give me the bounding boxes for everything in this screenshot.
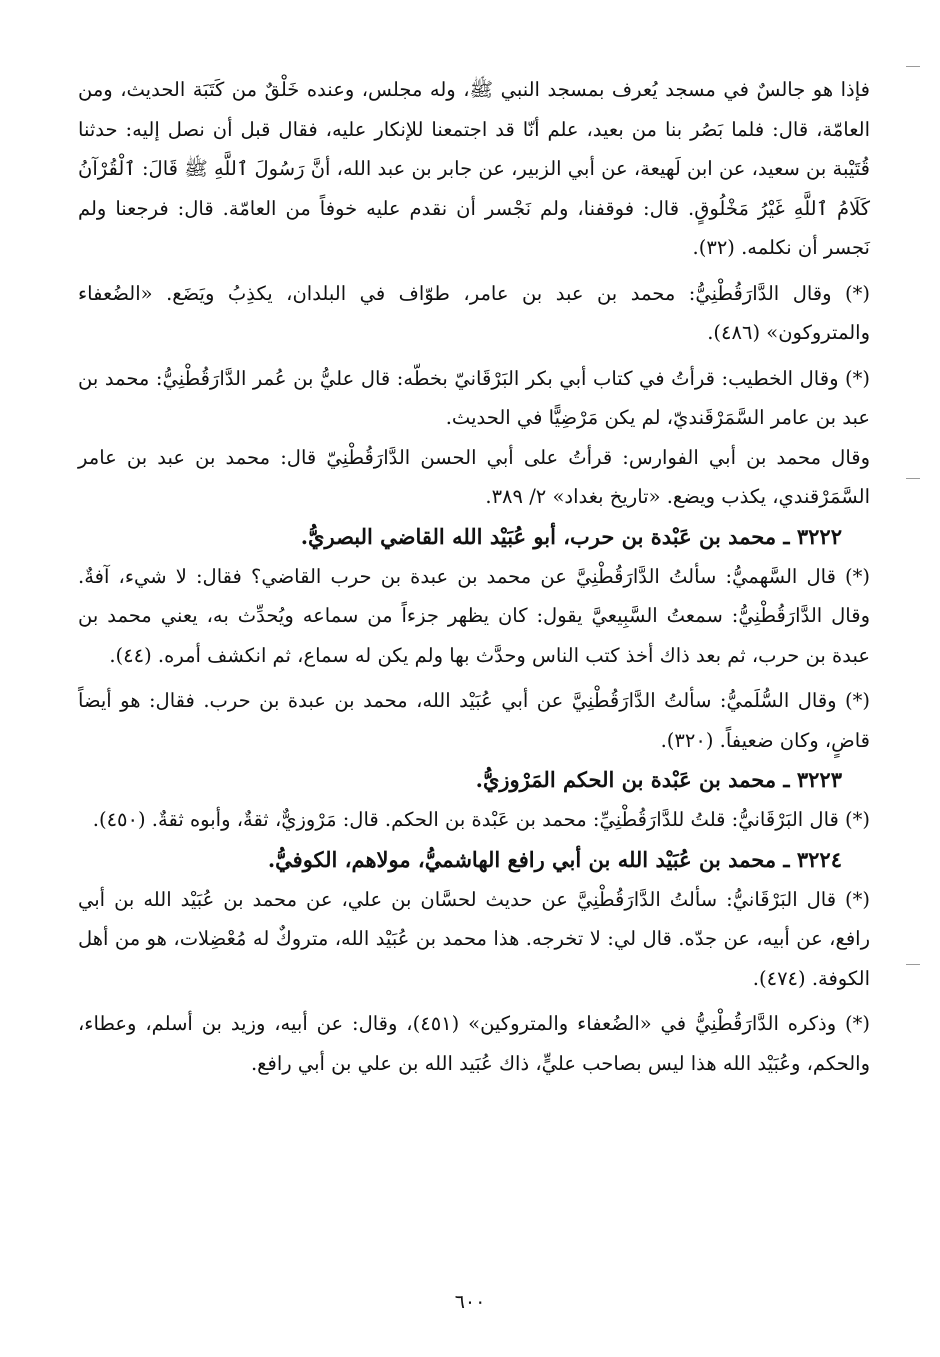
margin-tick-mark bbox=[906, 66, 920, 67]
margin-tick-mark bbox=[906, 478, 920, 479]
paragraph-barqani-note-1: (*) قال البَرْقَانيُّ: قلتُ للدَّارَقُطْنِيِّ: محمد بن عَبْدة بن الحكم. قال: مَرْوزيٌّ، ثقةٌ، وأبوه ثقةٌ. (٤٥٠). bbox=[92, 808, 870, 831]
paragraph-daraqutni-note: (*) وقال الدَّارَقُطْنِيُّ: محمد بن عبد بن عامر، طوّاف في البلدان، يكذِبُ ويَضَع. «الضُعفاء والمتروكون» (٤٨٦). bbox=[78, 281, 870, 344]
paragraph-duafa-note: (*) وذكره الدَّارَقُطْنِيُّ في «الضُعفاء والمتروكين» (٤٥١)، وقال: عن أبيه، وزيد بن أسلم، وعطاء، والحكم، وعُبَيْد الله هذا ليس بصاحب عليٍّ، ذاك عُبَيد الله بن علي بن أبي رافع. bbox=[78, 1012, 871, 1075]
paragraph-sahmi-note: (*) قال السَّهميُّ: سألتُ الدَّارَقُطْنِيَّ عن محمد بن عبدة بن حرب القاضي؟ فقال: لا شيء، آفةٌ. وقال الدَّارَقُطْنِيُّ: سمعتُ السَّبِيعيَّ يقول: كان يظهر جزءاً من سماعه ويُحدِّث به، يعني محمد بن عبدة بن حرب، ثم بعد ذاك أخذ كتب الناس وحدَّث بها ولم يكن له سماع، ثم انكشف أمره. (٤٤). bbox=[78, 564, 870, 667]
page-number: ٦٠٠ bbox=[454, 1291, 486, 1313]
paragraph-khatib-note: (*) وقال الخطيب: قرأتُ في كتاب أبي بكر البَرْقَانيّ بخطّه: قال عليُّ بن عُمر الدَّارَقُطْنِيُّ: محمد بن عبد بن عامر السَّمَرْقَنديّ، لم يكن مَرْضِيًّا في الحديث. bbox=[78, 366, 870, 429]
paragraph-barqani-note-2: (*) قال البَرْقَانيُّ: سألتُ الدَّارَقُطْنِيَّ عن حديث لحسَّان بن علي، عن محمد بن عُبَيْد الله بن أبي رافع، عن أبيه، عن جدّه. قال لي: لا تخرجه. هذا محمد بن عُبَيْد الله، متروكٌ له مُعْضِلات، هو من أهل الكوفة. (٤٧٤). bbox=[78, 887, 870, 990]
entry-heading-3223: ٣٢٢٣ ـ محمد بن عَبْدة بن الحكم المَرْوزيُّ. bbox=[475, 767, 842, 792]
paragraph-narration: فإذا هو جالسٌ في مسجد يُعرف بمسجد النبي ﷺ، وله مجلس، وعنده خَلْقٌ من كَتَبَة الحديث، ومن العامّة، قال: فلما بَصُر بنا من بعيد، علم أنّا قد اجتمعنا للإنكار عليه، فقال قبل أن نصل إليه: حدثنا قُتَيْبة بن سعيد، عن ابن لَهيعة، عن أبي الزبير، عن جابر بن عبد الله، أنَّ رَسُولَ ٱللَّهِ ﷺ قَالَ: ٱلْقُرْآنُ كَلَامُ ٱللَّهِ غَيْرُ مَخْلُوقٍ. قال: فوقفنا، ولم نَجْسر أن نقدم عليه خوفاً من العامّة. قال: فرجعنا ولم نَجسر أن نكلمه. (٣٢). bbox=[78, 78, 870, 259]
margin-tick-mark bbox=[906, 964, 920, 965]
entry-heading-3224: ٣٢٢٤ ـ محمد بن عُبَيْد الله بن أبي رافع الهاشميُّ، مولاهم، الكوفيُّ. bbox=[267, 846, 842, 872]
page-body bbox=[78, 70, 870, 1083]
entry-heading-3222: ٣٢٢٢ ـ محمد بن عَبْدة بن حرب، أبو عُبَيْد الله القاضي البصريُّ. bbox=[300, 523, 842, 549]
paragraph-sulami-note: (*) وقال السُّلَميُّ: سألتُ الدَّارَقُطْنِيَّ عن أبي عُبَيْد الله، محمد بن عبدة بن حرب. فقال: هو أيضاً قاضٍ، وكان ضعيفاً. (٣٢٠). bbox=[78, 689, 870, 752]
paragraph-abi-fawaris-note: وقال محمد بن أبي الفوارس: قرأتُ على أبي الحسن الدَّارَقُطْنِيّ قال: محمد بن عبد بن عامر السَّمَرْقندي، يكذب ويضع. «تاريخ بغداد» ٢/ ٣٨٩. bbox=[78, 445, 870, 508]
